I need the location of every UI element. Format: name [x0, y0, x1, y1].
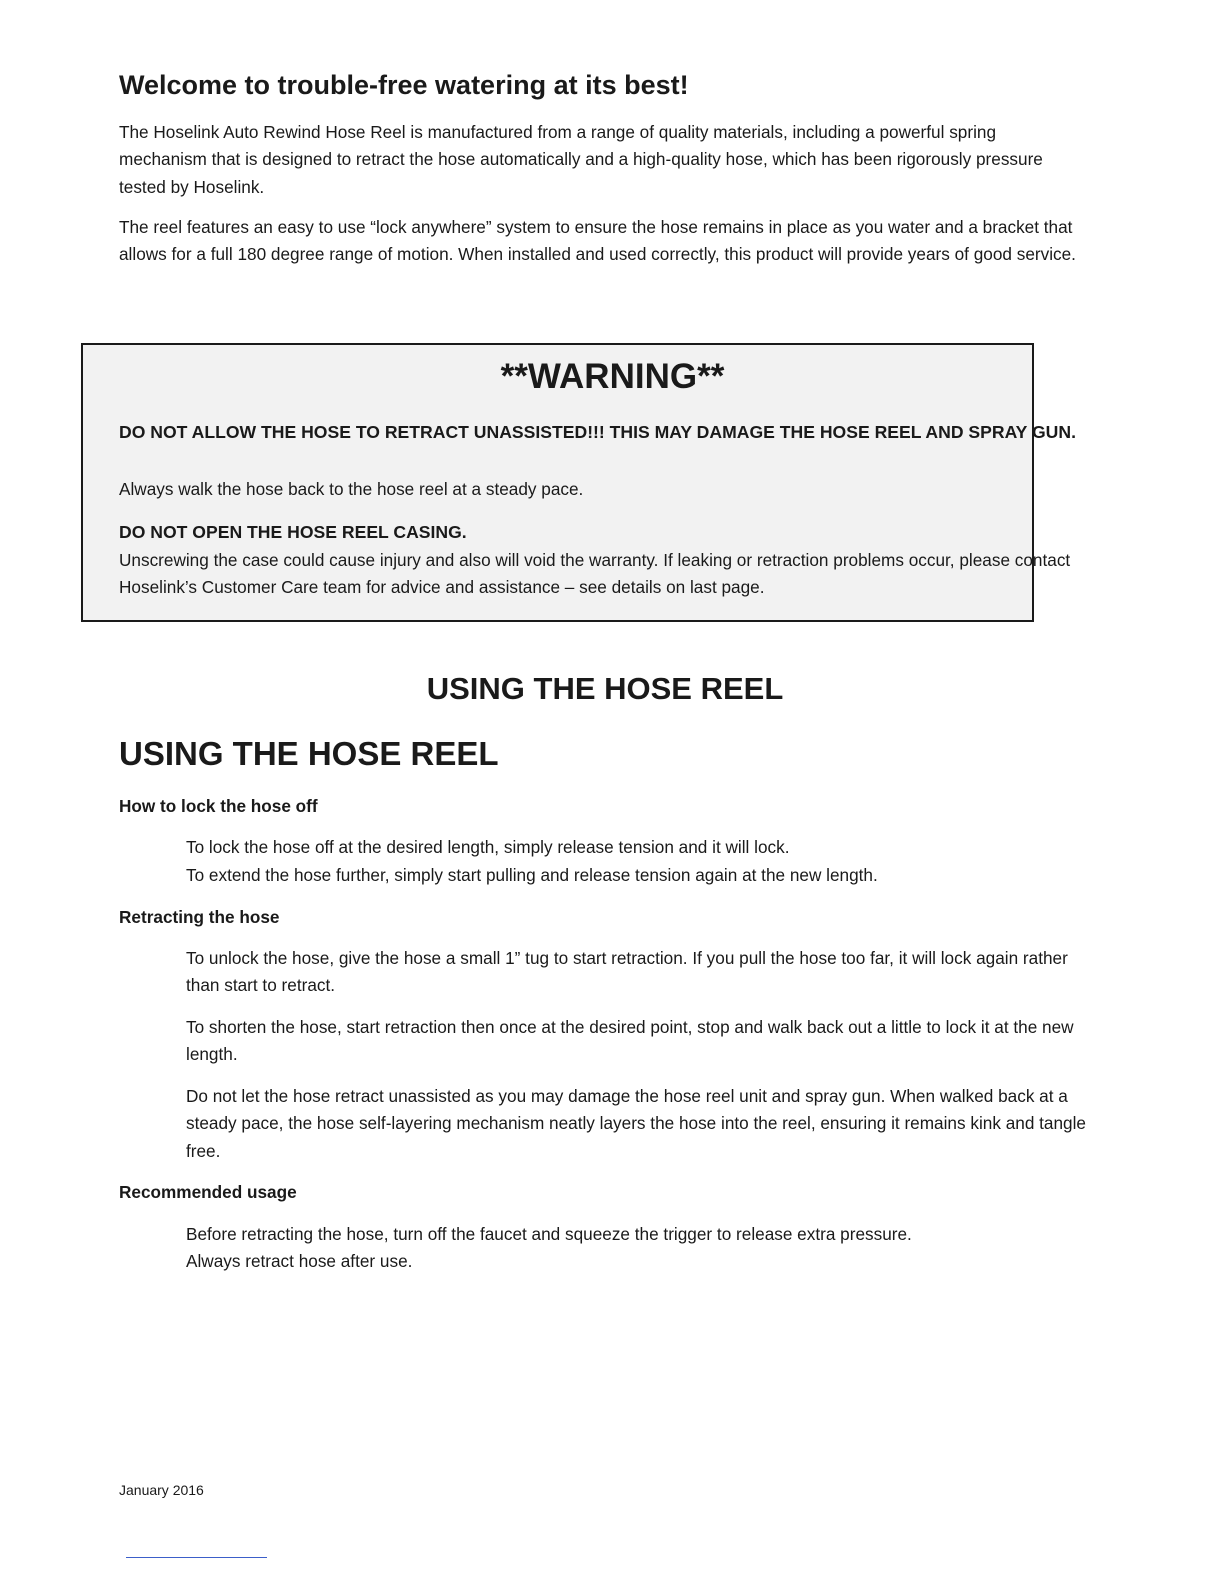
- warning-casing-text: Unscrewing the case could cause injury and also will void the warranty. If leaking or retraction problems occur, please contact Hoselink’s Customer Care team for advice and assistance – see details on last page.: [119, 550, 1071, 598]
- warning-retract-heading: DO NOT ALLOW THE HOSE TO RETRACT UNASSISTED!!! THIS MAY DAMAGE THE HOSE REEL AND SPRAY GUN.: [119, 422, 1076, 442]
- welcome-title: Welcome to trouble-free watering at its best!: [119, 70, 689, 100]
- retract-paragraph-1: To unlock the hose, give the hose a small 1” tug to start retraction. If you pull the hose too far, it will lock again rather than start to retract.: [186, 948, 1068, 996]
- intro-paragraph-1: The Hoselink Auto Rewind Hose Reel is manufactured from a range of quality materials, including a powerful spring mechanism that is designed to retract the hose automatically and a high-quality hose, which has been rigorously pressure tested by Hoselink.: [119, 122, 1043, 197]
- intro-paragraph-2: The reel features an easy to use “lock anywhere” system to ensure the hose remains in place as you water and a bracket that allows for a full 180 degree range of motion. When installed and used correctly, this product will provide years of good service.: [119, 217, 1076, 265]
- warning-title: **WARNING**: [500, 357, 725, 396]
- recommended-line-1: Before retracting the hose, turn off the faucet and squeeze the trigger to release extra pressure.: [186, 1224, 912, 1244]
- using-title-centered: USING THE HOSE REEL: [426, 671, 784, 706]
- recommended-line-2: Always retract hose after use.: [186, 1251, 413, 1271]
- warning-casing-heading: DO NOT OPEN THE HOSE REEL CASING.: [119, 522, 467, 542]
- lock-line-1: To lock the hose off at the desired length, simply release tension and it will lock.: [186, 837, 790, 857]
- warning-retract-text: Always walk the hose back to the hose reel at a steady pace.: [119, 479, 584, 499]
- lock-line-2: To extend the hose further, simply start pulling and release tension again at the new length.: [186, 865, 878, 885]
- retract-heading: Retracting the hose: [119, 907, 280, 927]
- recommended-heading: Recommended usage: [119, 1182, 297, 1202]
- footer-rule: [126, 1557, 267, 1558]
- retract-paragraph-2: To shorten the hose, start retraction then once at the desired point, stop and walk back out a little to lock it at the new length.: [186, 1017, 1074, 1065]
- lock-heading: How to lock the hose off: [119, 796, 318, 816]
- footer-date: January 2016: [119, 1482, 204, 1498]
- retract-paragraph-3: Do not let the hose retract unassisted as you may damage the hose reel unit and spray gun. When walked back at a steady pace, the hose self-layering mechanism neatly layers the hose into the reel, ensuring it remains kink and tangle free.: [186, 1086, 1086, 1161]
- using-title-left: USING THE HOSE REEL: [119, 735, 499, 772]
